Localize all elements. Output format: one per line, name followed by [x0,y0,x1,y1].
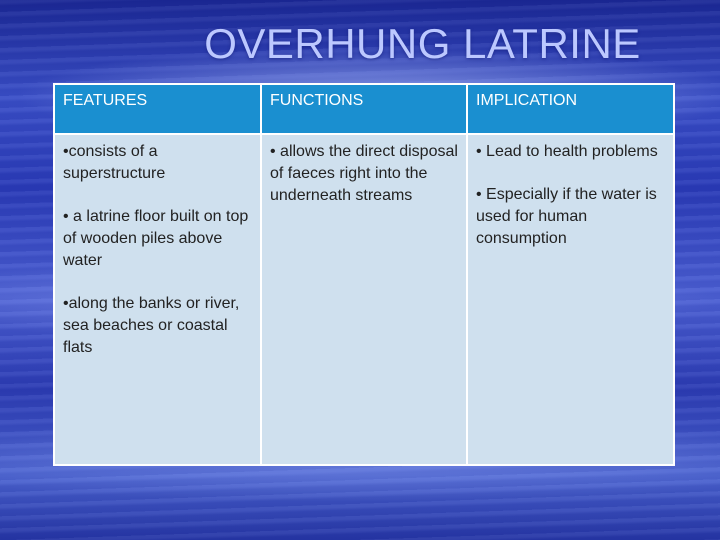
slide-title: OVERHUNG LATRINE [204,20,641,67]
feature-item-floor: • a latrine floor built on top of wooden piles above water [63,208,249,269]
functions-cell [261,134,467,465]
feature-item-superstructure: •consists of a superstructure [63,143,166,182]
header-functions: FUNCTIONS [261,84,467,134]
feature-item-location: •along the banks or river, sea beaches or coastal flats [63,295,240,356]
function-item-disposal: • allows the direct disposal of faeces right into the underneath streams [270,143,458,204]
implication-item-health: • Lead to health problems [476,143,658,160]
implication-item-water: • Especially if the water is used for human consumption [476,186,657,247]
header-implication: IMPLICATION [467,84,674,134]
implication-cell [467,134,674,465]
table-header-row [54,84,674,134]
features-cell [54,134,261,465]
content-table-wrapper [53,83,673,466]
header-features: FEATURES [54,84,261,134]
content-table [53,83,675,466]
table-row [54,134,674,465]
